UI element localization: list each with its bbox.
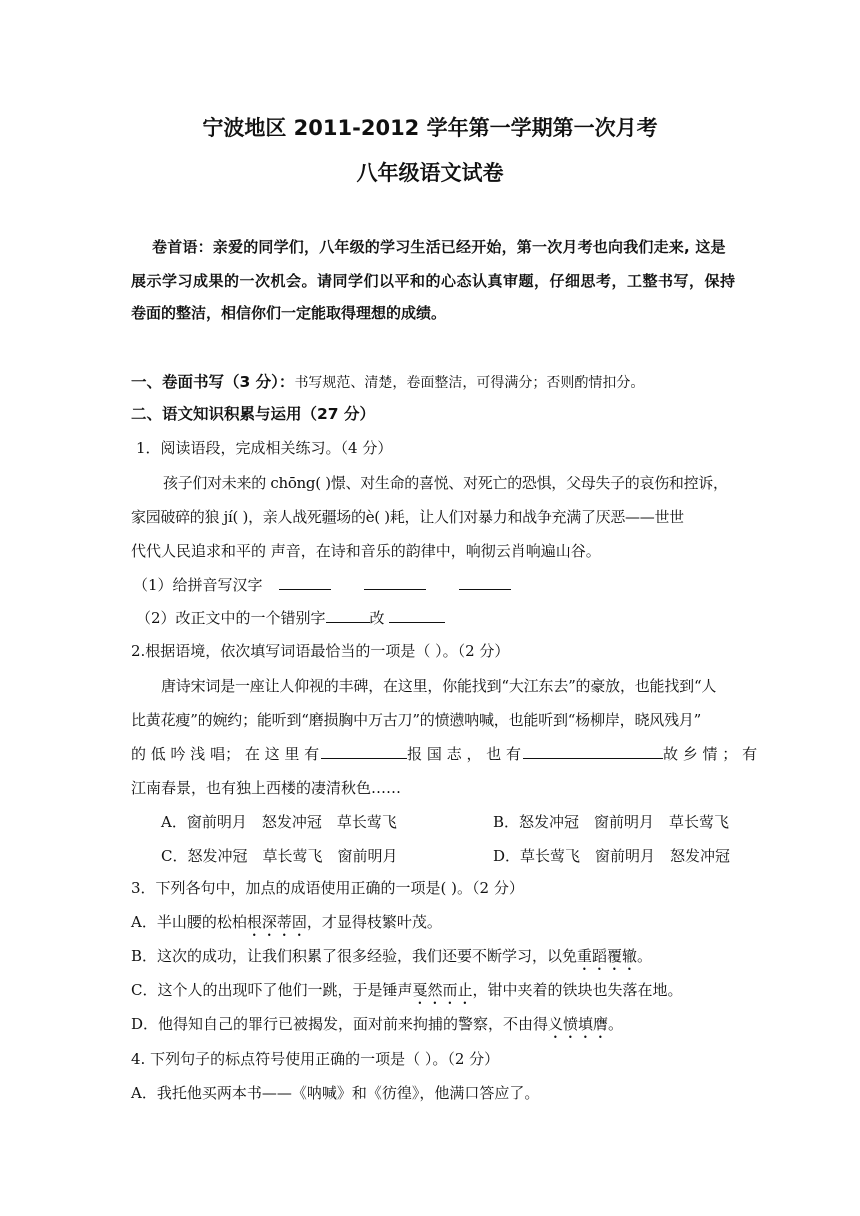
q3-option-c-idiom: 戛然而止 [412,981,473,999]
q1-sub-1-label: （1）给拼音写汉字 [133,576,263,594]
q1-paragraph-line-1: 孩子们对未来的 chōng( )憬、对生命的喜悦、对死亡的恐惧，父母失子的哀伤和控诉， [163,474,728,492]
q1-sub-2-label: （2）改正文中的一个错别字 [136,609,326,627]
q3-option-c-text-post: ，钳中夹着的铁块也失落在地。 [472,981,683,999]
q1-sub-1 [133,575,511,595]
answer-blank-1[interactable] [279,575,331,590]
q1-paragraph-line-3: 代代人民追求和平的 声音，在诗和音乐的韵律中，响彻云肖响遍山谷。 [131,542,601,560]
q2-line-3-part-a: 的 低 吟 浅 唱； 在 这 里 有 [131,745,320,763]
preface-line-2: 展示学习成果的一次机会。请同学们以平和的心态认真审题，仔细思考，工整书写，保持 [131,272,736,290]
q3-option-b-idiom: 重蹈覆辙 [577,947,638,965]
q1-paragraph-line-2: 家园破碎的狼 jí( )，亲人战死疆场的è( )耗，让人们对暴力和战争充满了厌恶——世世 [131,508,684,526]
answer-blank-3[interactable] [459,575,511,590]
q3-option-a-text-pre: A．半山腰的松柏 [131,913,247,931]
q2-paragraph-line-2: 比黄花瘦”的婉约；能听到“磨损胸中万古刀”的愤懑呐喊，也能听到“杨柳岸，晓风残月” [131,711,702,729]
q4-stem: 4. 下列句子的标点符号使用正确的一项是（ ）。（2 分） [131,1050,500,1068]
q3-option-a-text-post: ，才显得枝繁叶茂。 [306,913,442,931]
q2-stem: 2.根据语境，依次填写词语最恰当的一项是（ ）。（2 分） [131,642,510,660]
q2-option-a[interactable]: A．窗前明月 怒发冲冠 草长莺飞 [161,813,397,831]
q1-sub-2 [136,608,445,628]
q2-option-d[interactable]: D．草长莺飞 窗前明月 怒发冲冠 [493,847,731,865]
q2-line-3-part-b: 报 国 志 ， 也 有 [407,745,521,763]
q2-paragraph-line-1: 唐诗宋词是一座让人仰视的丰碑，在这里，你能找到“大江东去”的豪放，也能找到“人 [161,677,717,695]
answer-blank-q2-2[interactable] [523,744,663,759]
q2-option-b[interactable]: B．怒发冲冠 窗前明月 草长莺飞 [493,813,730,831]
preface-line-3: 卷面的整洁，相信你们一定能取得理想的成绩。 [131,304,447,322]
q3-option-d-text-post: 。 [608,1015,624,1033]
answer-blank-wrong-char[interactable] [326,608,370,623]
q3-stem: 3．下列各句中，加点的成语使用正确的一项是( )。（2 分） [131,879,524,897]
q1-sub-2-change-label: 改 [369,609,385,627]
q3-option-d-text-pre: D．他得知自己的罪行已被揭发，面对前来拘捕的警察，不由得 [131,1015,549,1033]
q3-option-b[interactable] [131,946,652,974]
section-1 [131,372,644,393]
section-2-heading: 二、语文知识积累与运用（27 分） [131,405,375,423]
section-1-body: 书写规范、清楚，卷面整洁，可得满分；否则酌情扣分。 [294,375,645,391]
q2-paragraph-line-3 [131,744,757,764]
q3-option-a-idiom: 根深蒂固 [246,913,307,931]
q3-option-b-text-post: 。 [637,947,653,965]
q2-paragraph-line-4: 江南春景，也有独上西楼的凄清秋色…… [131,779,402,797]
answer-blank-correct-char[interactable] [389,608,445,623]
q3-option-d-idiom: 义愤填膺 [548,1015,609,1033]
exam-subtitle: 八年级语文试卷 [356,161,504,185]
exam-title: 宁波地区 2011-2012 学年第一学期第一次月考 [202,116,658,140]
q4-option-a[interactable]: A．我托他买两本书——《呐喊》和《彷徨》，他满口答应了。 [131,1084,540,1102]
q3-option-b-text-pre: B．这次的成功，让我们积累了很多经验，我们还要不断学习，以免 [131,947,578,965]
preface-line-1: 卷首语：亲爱的同学们，八年级的学习生活已经开始，第一次月考也向我们走来, 这是 [152,238,726,256]
section-1-heading: 一、卷面书写（3 分）： [131,373,295,391]
q2-option-c[interactable]: C．怒发冲冠 草长莺飞 窗前明月 [161,847,398,865]
answer-blank-2[interactable] [364,575,426,590]
q3-option-d[interactable] [131,1014,623,1042]
answer-blank-q2-1[interactable] [321,744,407,759]
q3-option-a[interactable] [131,912,442,940]
q3-option-c[interactable] [131,980,683,1008]
q3-option-c-text-pre: C．这个人的出现吓了他们一跳，于是锤声 [131,981,413,999]
q1-stem: 1．阅读语段，完成相关练习。（4 分） [136,439,393,457]
q2-line-3-part-c: 故 乡 情 ； 有 [663,745,758,763]
